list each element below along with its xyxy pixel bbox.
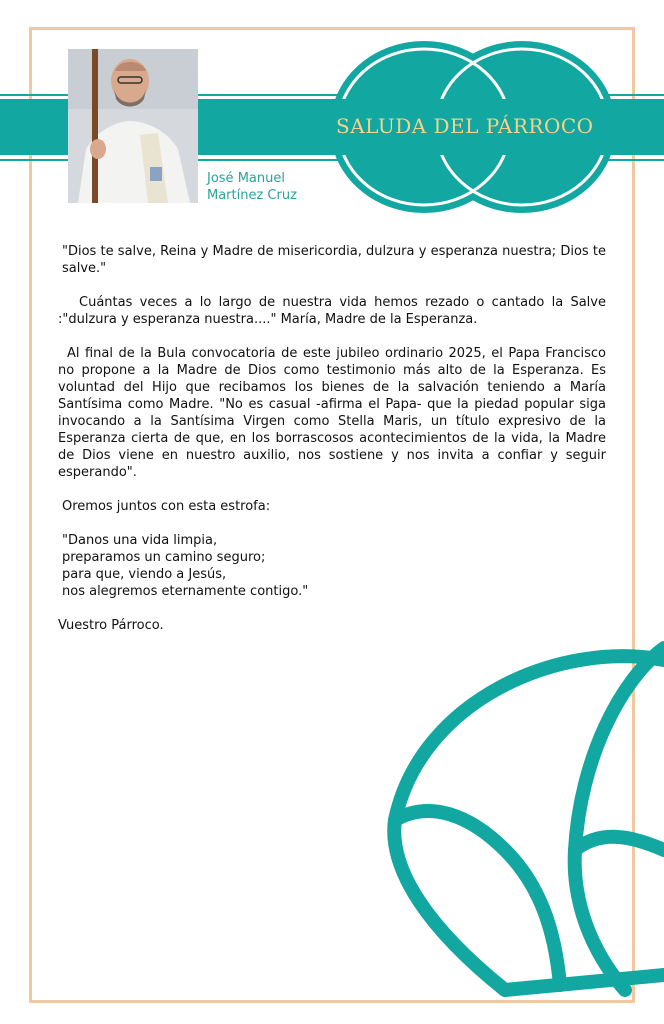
paragraph-bula: Al final de la Bula convocatoria de este jubileo ordinario 2025, el Papa Francisco no propone a la Madre de Dios como testimonio más alto de la Esperanza. Es voluntad del Hijo que recibamos los bienes de la salvación teniendo a María Santísima como Madre. "No es casual -afirma el Papa- que la piedad popular siga invocando a la Santísima Virgen como Stella Maris, un título expresivo de la Esperanza cierta de que, en los borrascosos acontecimientos de la vida, la Madre de Dios viene en nuestro auxilio, nos sostiene y nos invita a confiar y seguir esperando". (58, 346, 606, 480)
stanza-line: preparamos un camino seguro; (62, 550, 266, 565)
author-name (207, 170, 297, 204)
stanza-line: para que, viendo a Jesús, (62, 567, 227, 582)
letter-body (58, 243, 606, 634)
stanza-line: nos alegremos eternamente contigo." (62, 584, 309, 599)
author-first-name: José Manuel (207, 171, 285, 186)
paragraph-intro: Cuántas veces a lo largo de nuestra vida hemos rezado o cantado la Salve :"dulzura y esperanza nuestra...." María, Madre de la Esperanza. (58, 295, 606, 327)
stanza-line: "Danos una vida limpia, (62, 533, 218, 548)
priest-portrait (68, 49, 198, 203)
paragraph-oremos: Oremos juntos con esta estrofa: (62, 499, 271, 514)
prayer-stanza (58, 532, 606, 600)
author-last-name: Martínez Cruz (207, 188, 297, 203)
paragraph-salve: "Dios te salve, Reina y Madre de misericordia, dulzura y esperanza nuestra; Dios te salve." (62, 244, 606, 276)
signoff: Vuestro Párroco. (58, 618, 164, 633)
crown-ornament (394, 648, 664, 990)
section-title: SALUDA DEL PÁRROCO (336, 114, 594, 138)
